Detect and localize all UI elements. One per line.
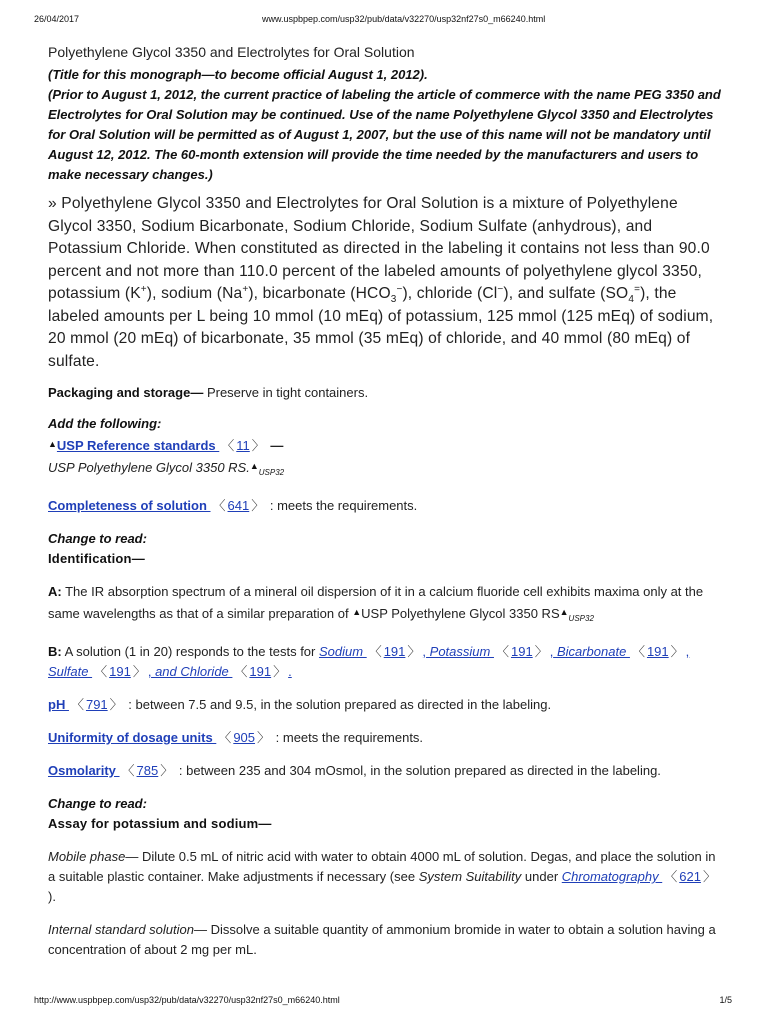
revision-triangle-icon: ▲ bbox=[352, 607, 362, 617]
right-bracket-icon: 〉 bbox=[251, 438, 265, 453]
internal-standard-solution bbox=[48, 920, 726, 960]
revision-triangle-icon: ▲ bbox=[249, 461, 259, 471]
ph-link[interactable]: pH bbox=[48, 697, 69, 712]
usp32-marker: USP32 bbox=[568, 614, 594, 623]
right-bracket-icon: 〉 bbox=[160, 763, 174, 778]
bicarbonate-charge: − bbox=[396, 283, 403, 295]
chapter-905-link[interactable]: 905 bbox=[233, 730, 256, 745]
left-bracket-icon: 〈 bbox=[70, 697, 84, 712]
revision-triangle-icon: ▲ bbox=[48, 439, 57, 449]
revision-triangle-icon: ▲ bbox=[559, 607, 569, 617]
chapter-11-link[interactable]: 11 bbox=[236, 438, 250, 453]
left-bracket-icon: 〈 bbox=[495, 644, 509, 659]
mobile-phase bbox=[48, 847, 726, 907]
identification-heading: Identification— bbox=[48, 551, 145, 566]
mobile-phase-label: Mobile phase— bbox=[48, 849, 139, 864]
chapter-191-link[interactable]: 191 bbox=[109, 664, 131, 679]
chromatography-link[interactable]: Chromatography bbox=[561, 869, 663, 884]
mobile-phase-under: under bbox=[521, 869, 562, 884]
right-bracket-icon: 〉 bbox=[702, 869, 716, 884]
page-number: 1/5 bbox=[719, 995, 732, 1005]
change-to-read-label: Change to read: bbox=[48, 796, 147, 811]
left-bracket-icon: 〈 bbox=[121, 763, 135, 778]
labeling-transition-note: (Prior to August 1, 2012, the current practice of labeling the article of commerce with the name PEG 3350 and Electrolytes for Oral Solution may be continued. Use of the name Polyethylene Glycol 3350 and Electrolytes for Oral Solution will be permitted as of August 1, 2007, but the use of this name will not be mandatory until August 12, 2012. The 60-month extension will provide the time needed by the manufacturers and users to make necessary changes.) bbox=[48, 87, 721, 182]
definition-paragraph bbox=[48, 193, 726, 373]
packaging-text: Preserve in tight containers. bbox=[203, 385, 369, 400]
uniformity-text: : meets the requirements. bbox=[272, 730, 424, 745]
left-bracket-icon: 〈 bbox=[94, 664, 108, 679]
period-link[interactable]: . bbox=[288, 664, 292, 679]
identification-b bbox=[48, 642, 726, 682]
definition-text: » Polyethylene Glycol 3350 and Electrolytes for Oral Solution is a mixture of Polyethylene Glycol 3350, Sodium Bicarbonate, Sodium Chloride, Sodium Sulfate (anhydrous), and Potassium Chloride. When constituted as directed in the labeling it contains not less than 90.0 percent and not more than 110.0 percent of the labeled amounts of polyethylene glycol 3350, potassium (K bbox=[48, 195, 710, 302]
comma-link[interactable]: , bbox=[685, 644, 690, 659]
reference-standard-item bbox=[48, 456, 726, 483]
comma-link[interactable]: , bbox=[549, 644, 554, 659]
add-following-label: Add the following: bbox=[48, 416, 162, 431]
test-b-text: A solution (1 in 20) responds to the tests for bbox=[61, 644, 319, 659]
sulfate-subscript: 4 bbox=[628, 294, 635, 306]
definition-text: ), chloride (Cl bbox=[402, 285, 498, 302]
right-bracket-icon: 〉 bbox=[109, 697, 123, 712]
chapter-621-link[interactable]: 621 bbox=[679, 869, 701, 884]
chloride-charge: − bbox=[497, 283, 504, 295]
mobile-phase-end: ). bbox=[48, 889, 56, 904]
completeness-text: : meets the requirements. bbox=[266, 498, 418, 513]
chapter-191-link[interactable]: 191 bbox=[249, 664, 272, 679]
test-b-label: B: bbox=[48, 644, 62, 659]
definition-text: ), bicarbonate (HCO bbox=[248, 285, 391, 302]
right-bracket-icon: 〉 bbox=[257, 730, 271, 745]
test-a-text: The IR absorption spectrum of a mineral oil dispersion of it in a calcium fluoride cell exhibits maxima only at the same wavelengths as that of a similar preparation of bbox=[48, 584, 704, 621]
right-bracket-icon: 〉 bbox=[407, 644, 421, 659]
uniformity-test bbox=[48, 728, 726, 748]
usp32-marker: USP32 bbox=[258, 468, 285, 477]
mobile-phase-text: Dilute 0.5 mL of nitric acid with water to obtain 4000 mL of solution. Degas, and place the solution in a suitable plastic container. Make adjustments if necessary (see bbox=[48, 849, 716, 884]
completeness-of-solution bbox=[48, 496, 726, 516]
right-bracket-icon: 〉 bbox=[132, 664, 146, 679]
reference-standards-line bbox=[48, 434, 726, 456]
reference-standard-name: USP Polyethylene Glycol 3350 RS. bbox=[48, 460, 250, 475]
test-a-label: A: bbox=[48, 584, 62, 599]
sulfate-link[interactable]: Sulfate bbox=[48, 664, 93, 679]
right-bracket-icon: 〉 bbox=[534, 644, 548, 659]
left-bracket-icon: 〈 bbox=[221, 438, 235, 453]
right-bracket-icon: 〉 bbox=[273, 664, 287, 679]
potassium-charge: + bbox=[140, 283, 147, 295]
sodium-charge: + bbox=[242, 283, 249, 295]
packaging-storage bbox=[48, 383, 726, 403]
change-to-read-label: Change to read: bbox=[48, 531, 147, 546]
left-bracket-icon: 〈 bbox=[212, 498, 226, 513]
definition-text: ), sodium (Na bbox=[146, 285, 243, 302]
reference-standard-name: USP Polyethylene Glycol 3350 RS bbox=[361, 606, 560, 621]
definition-text: ), and sulfate (SO bbox=[503, 285, 629, 302]
footer-url: http://www.uspbpep.com/usp32/pub/data/v32270/usp32nf27s0_m66240.html bbox=[34, 995, 340, 1005]
official-title-note: (Title for this monograph—to become official August 1, 2012). bbox=[48, 67, 428, 82]
uniformity-link[interactable]: Uniformity of dosage units bbox=[48, 730, 217, 745]
ph-text: : between 7.5 and 9.5, in the solution prepared as directed in the labeling. bbox=[124, 697, 552, 712]
left-bracket-icon: 〈 bbox=[664, 869, 678, 884]
reference-dash: — bbox=[266, 438, 284, 453]
completeness-of-solution-link[interactable]: Completeness of solution bbox=[48, 498, 211, 513]
system-suitability-ref: System Suitability bbox=[418, 869, 522, 884]
chapter-191-link[interactable]: 191 bbox=[646, 644, 669, 659]
chapter-191-link[interactable]: 191 bbox=[510, 644, 533, 659]
right-bracket-icon: 〉 bbox=[251, 498, 265, 513]
left-bracket-icon: 〈 bbox=[218, 730, 232, 745]
chapter-641-link[interactable]: 641 bbox=[227, 498, 250, 513]
print-url: www.uspbpep.com/usp32/pub/data/v32270/usp32nf27s0_m66240.html bbox=[262, 14, 546, 24]
left-bracket-icon: 〈 bbox=[234, 664, 248, 679]
monograph-content bbox=[48, 44, 726, 960]
internal-standard-text: Dissolve a suitable quantity of ammonium bromide in water to obtain a solution having a concentration of about 2 mg per mL. bbox=[48, 922, 716, 957]
chapter-785-link[interactable]: 785 bbox=[136, 763, 159, 778]
comma-link[interactable]: , bbox=[422, 644, 427, 659]
comma-link[interactable]: , bbox=[147, 664, 152, 679]
definition-text: ), the labeled amounts per L being 10 mmol (10 mEq) of potassium, 125 mmol (125 mEq) of sodium, 20 mmol (20 mEq) of bicarbonate, 35 mmol (35 mEq) of chloride, and 40 mmol (80 mEq) of sulfate. bbox=[48, 285, 714, 370]
bicarbonate-link[interactable]: Bicarbonate bbox=[553, 644, 630, 659]
chloride-link[interactable]: and Chloride bbox=[151, 664, 233, 679]
left-bracket-icon: 〈 bbox=[368, 644, 382, 659]
sodium-link[interactable]: Sodium bbox=[318, 644, 367, 659]
ph-test bbox=[48, 695, 726, 715]
left-bracket-icon: 〈 bbox=[631, 644, 645, 659]
monograph-title: Polyethylene Glycol 3350 and Electrolytes for Oral Solution bbox=[48, 44, 415, 60]
print-date: 26/04/2017 bbox=[34, 14, 80, 24]
identification-a bbox=[48, 582, 726, 629]
internal-standard-label: Internal standard solution— bbox=[48, 922, 207, 937]
usp-reference-standards-link[interactable]: USP Reference standards bbox=[56, 438, 220, 453]
assay-heading: Assay for potassium and sodium— bbox=[48, 816, 272, 831]
bicarbonate-subscript: 3 bbox=[390, 294, 397, 306]
chapter-191-link[interactable]: 191 bbox=[383, 644, 406, 659]
packaging-label: Packaging and storage— bbox=[48, 385, 204, 400]
sulfate-charge: = bbox=[634, 283, 641, 295]
osmolarity-text: : between 235 and 304 mOsmol, in the solution prepared as directed in the labeling. bbox=[175, 763, 661, 778]
chapter-791-link[interactable]: 791 bbox=[85, 697, 108, 712]
right-bracket-icon: 〉 bbox=[670, 644, 684, 659]
osmolarity-test bbox=[48, 761, 726, 781]
osmolarity-link[interactable]: Osmolarity bbox=[48, 763, 120, 778]
potassium-link[interactable]: Potassium bbox=[426, 644, 494, 659]
